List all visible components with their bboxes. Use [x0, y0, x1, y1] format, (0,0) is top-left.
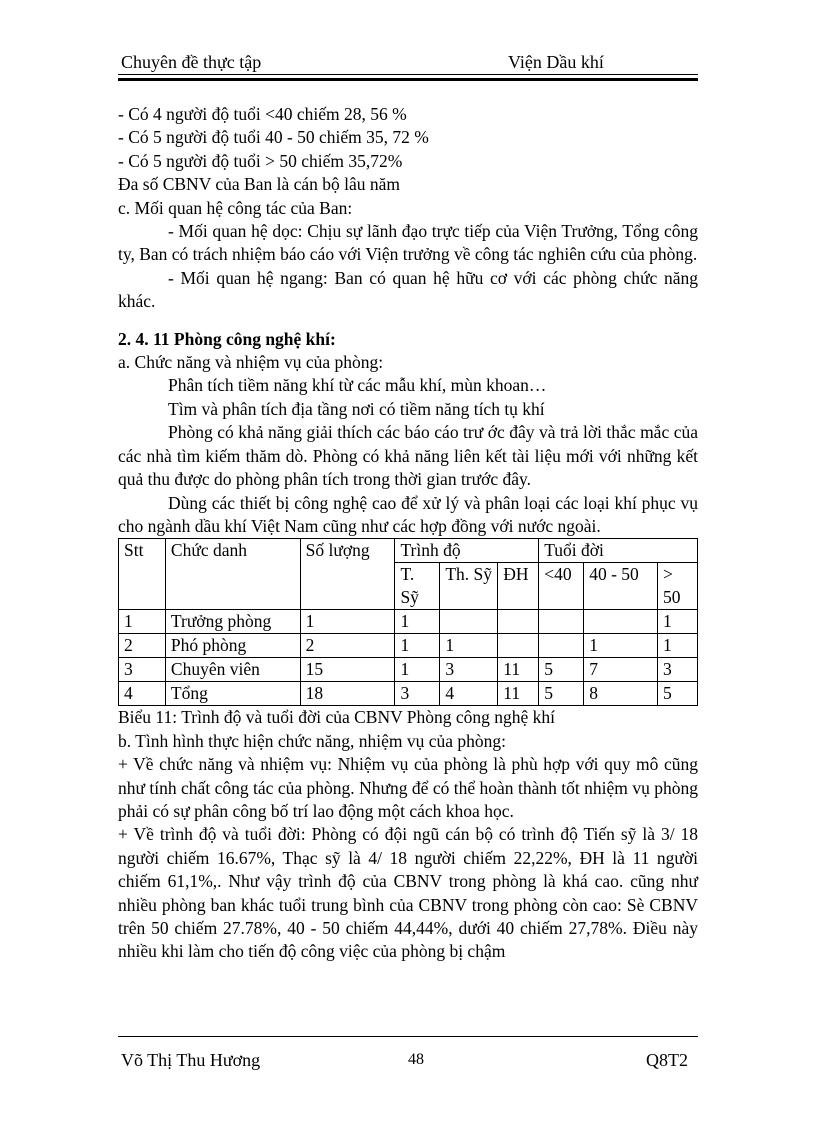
cell: 3 [119, 658, 166, 682]
cell: 2 [300, 634, 395, 658]
header-qty: Số lượng [300, 539, 395, 610]
cell: 1 [395, 658, 440, 682]
cell [539, 610, 584, 634]
table-row [119, 658, 698, 682]
header-age: Tuổi đời [539, 539, 698, 563]
cell: 1 [300, 610, 395, 634]
paragraph: - Mối quan hệ dọc: Chịu sự lãnh đạo trực tiếp của Viện Trưởng, Tổng công ty, Ban có trách nhiệm báo cáo với Viện trưởng về công tác nghiên cứu của phòng. [118, 221, 698, 265]
cell: 4 [119, 682, 166, 706]
cell [539, 634, 584, 658]
header-rule-thick [118, 78, 698, 81]
paragraph: a. Chức năng và nhiệm vụ của phòng: [118, 352, 384, 373]
cell: 1 [395, 634, 440, 658]
cell: 11 [498, 658, 539, 682]
cell [498, 634, 539, 658]
cell: Tổng [165, 682, 300, 706]
cell: 5 [657, 682, 697, 706]
header-title: Chức danh [165, 539, 300, 610]
subheader-ths: Th. Sỹ [440, 563, 498, 610]
paragraph: Phòng có khả năng giải thích các báo cáo trư ớc đây và trả lời thắc mắc của các nhà tìm kiếm thăm dò. Phòng có khả năng liên kết tài liệu mới với những kết quả thu được do phòng phân tích trong thời gian trước đây. [118, 422, 698, 490]
page-body [118, 103, 698, 964]
cell: 1 [119, 610, 166, 634]
cell: 7 [584, 658, 658, 682]
footer-rule [118, 1036, 698, 1037]
paragraph: Đa số CBNV của Ban là cán bộ lâu năm [118, 174, 401, 195]
paragraph: b. Tình hình thực hiện chức năng, nhiệm vụ của phòng: [118, 730, 507, 751]
cell: 5 [539, 682, 584, 706]
paragraph: c. Mối quan hệ công tác của Ban: [118, 197, 353, 218]
paragraph: Phân tích tiềm năng khí từ các mẫu khí, mùn khoan… [168, 375, 547, 396]
paragraph: - Có 5 người độ tuổi > 50 chiếm 35,72% [118, 150, 403, 171]
subheader-40-50: 40 - 50 [584, 563, 658, 610]
paragraph: - Mối quan hệ ngang: Ban có quan hệ hữu cơ với các phòng chức năng khác. [118, 267, 698, 312]
subheader-lt40: <40 [539, 563, 584, 610]
subheader-gt50: > 50 [657, 563, 697, 610]
cell [440, 610, 498, 634]
paragraph: + Về chức năng và nhiệm vụ: Nhiệm vụ của phòng là phù hợp với quy mô cũng như tính chất công tác của phòng. Nhưng để có thể hoàn thành tốt nhiệm vụ phòng phải có sự phân công bố trí lao động một cách khoa học. [118, 754, 698, 821]
cell: 1 [440, 634, 498, 658]
header-level: Trình độ [395, 539, 539, 563]
subheader-dh: ĐH [498, 563, 539, 610]
paragraph: Tìm và phân tích địa tầng nơi có tiềm năng tích tụ khí [168, 398, 545, 419]
cell: 1 [657, 610, 697, 634]
cell: 3 [395, 682, 440, 706]
cell: 3 [440, 658, 498, 682]
paragraph: - Có 5 người độ tuổi 40 - 50 chiếm 35, 72 % [118, 127, 429, 148]
cell: 15 [300, 658, 395, 682]
cell: 11 [498, 682, 539, 706]
subheader-ts: T. Sỹ [395, 563, 440, 610]
paragraph: Dùng các thiết bị công nghệ cao để xử lý và phân loại các loại khí phục vụ cho ngành dầu khí Việt Nam cũng như các hợp đồng với nước ngoài. [118, 492, 698, 536]
cell: 1 [657, 634, 697, 658]
header-rule-thin [118, 74, 698, 75]
table-row [119, 610, 698, 634]
paragraph: - Có 4 người độ tuổi <40 chiếm 28, 56 % [118, 104, 407, 124]
paragraph: + Về trình độ và tuổi đời: Phòng có đội ngũ cán bộ có trình độ Tiến sỹ là 3/ 18 người chiếm 16.67%, Thạc sỹ là 4/ 18 người chiếm 22,22%, ĐH là 11 người chiếm 61,1%,. Như vậy trình độ của CBNV trong phòng là khá cao. cũng như nhiều phòng ban khác tuổi trung bình của CBNV trong phòng còn cao: Sè CBNV trên 50 chiếm 27.78%, 40 - 50 chiếm 44,44%, dưới 40 chiếm 27,78%. Điều này nhiều khi làm cho tiến độ công việc của phòng bị chậm [118, 824, 698, 962]
cell: Trưởng phòng [165, 610, 300, 634]
cell [498, 610, 539, 634]
table-header-row [119, 539, 698, 563]
section-title: 2. 4. 11 Phòng công nghệ khí: [118, 328, 336, 349]
page-number: 48 [408, 1051, 424, 1068]
cell [584, 610, 658, 634]
table-row [119, 634, 698, 658]
header-right: Viện Dầu khí [508, 52, 604, 72]
cell: 1 [584, 634, 658, 658]
header-left: Chuyên đề thực tập [121, 52, 262, 72]
staff-table [118, 538, 698, 706]
cell: 2 [119, 634, 166, 658]
cell: 18 [300, 682, 395, 706]
header-stt: Stt [119, 539, 166, 610]
footer-author: Võ Thị Thu Hương [121, 1050, 261, 1070]
cell: 5 [539, 658, 584, 682]
table-row [119, 682, 698, 706]
page-header [118, 52, 698, 76]
page-footer [118, 1050, 698, 1074]
table-caption: Biểu 11: Trình độ và tuổi đời của CBNV Phòng công nghệ khí [118, 707, 556, 728]
footer-class: Q8T2 [646, 1050, 688, 1070]
cell: 4 [440, 682, 498, 706]
cell: 3 [657, 658, 697, 682]
cell: Phó phòng [165, 634, 300, 658]
cell: Chuyên viên [165, 658, 300, 682]
cell: 8 [584, 682, 658, 706]
cell: 1 [395, 610, 440, 634]
